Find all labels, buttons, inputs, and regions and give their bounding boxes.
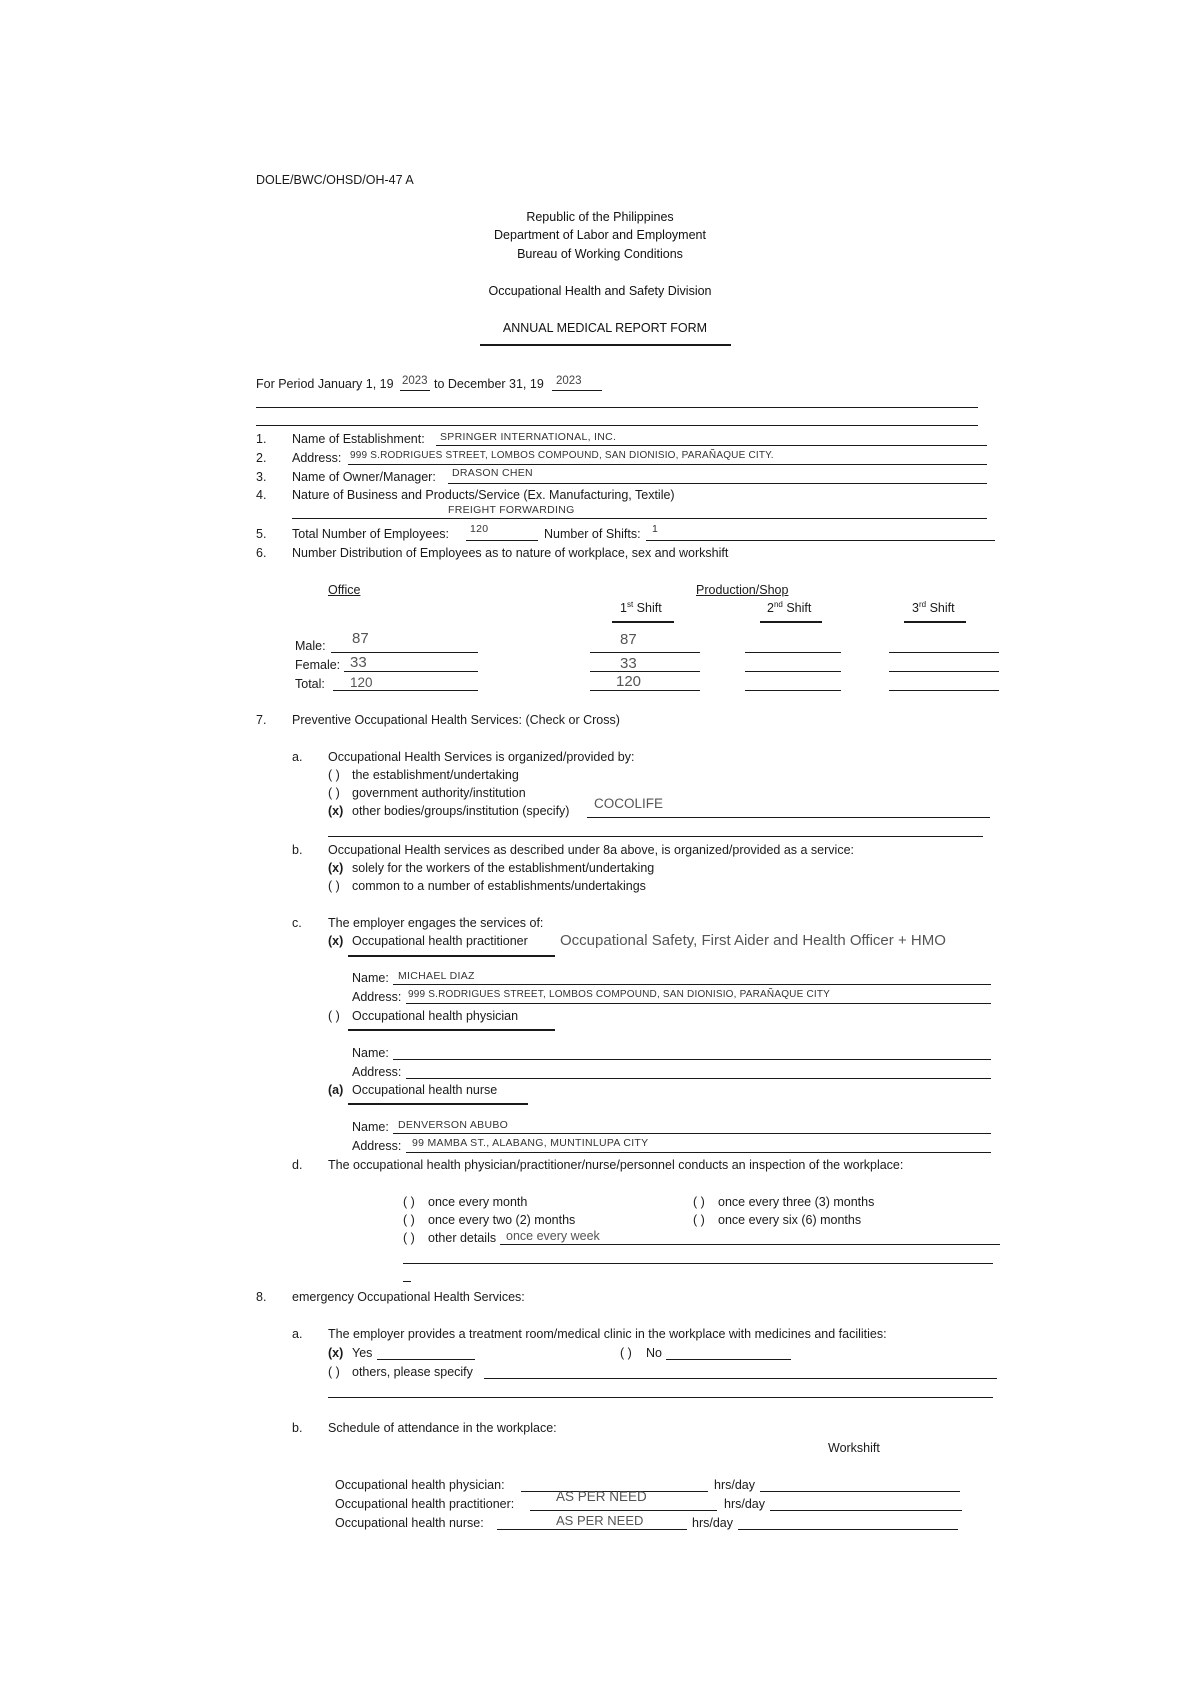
address-line <box>348 464 987 465</box>
shift1-total-line <box>590 690 700 691</box>
nurse-address-value[interactable]: 99 MAMBA ST., ALABANG, MUNTINLUPA CITY <box>412 1137 649 1149</box>
shifts-label: Number of Shifts: <box>544 527 641 541</box>
production-header: Production/Shop <box>696 583 789 597</box>
checkbox-7d-month[interactable]: ( ) <box>403 1195 415 1209</box>
shift1-total-value[interactable]: 120 <box>616 673 642 690</box>
checkbox-7d-two-months[interactable]: ( ) <box>403 1213 415 1227</box>
nurse-name-line <box>393 1133 991 1134</box>
employees-label: Total Number of Employees: <box>292 527 450 541</box>
nature-value[interactable]: FREIGHT FORWARDING <box>448 504 575 516</box>
nurse-address-label: Address: <box>352 1139 402 1153</box>
rule-1 <box>256 407 978 408</box>
other-details-value[interactable]: once every week <box>506 1229 600 1243</box>
period-end-line <box>552 390 602 391</box>
item-4-number: 4. <box>256 488 267 502</box>
shift3-male-line <box>889 652 999 653</box>
workshift-header: Workshift <box>828 1441 880 1455</box>
checkbox-8a-others[interactable]: ( ) <box>328 1365 340 1379</box>
office-total-line <box>333 690 478 691</box>
checkbox-7c-nurse[interactable]: (a) <box>328 1083 344 1097</box>
owner-line <box>448 483 987 484</box>
title-underline <box>480 344 731 346</box>
schedule-practitioner-label: Occupational health practitioner: <box>335 1497 515 1511</box>
office-total-value[interactable]: 120 <box>350 675 373 690</box>
period-label-mid: to December 31, 19 <box>434 377 544 391</box>
period-label-start: For Period January 1, 19 <box>256 377 394 391</box>
employees-line <box>466 540 538 541</box>
header-bureau: Bureau of Working Conditions <box>517 247 683 261</box>
practitioner-note[interactable]: Occupational Safety, First Aider and Health Officer + HMO <box>560 932 946 949</box>
schedule-nurse-line <box>497 1529 687 1530</box>
shift-1-underline <box>612 621 674 623</box>
female-label: Female: <box>295 658 341 672</box>
shift-3-underline <box>904 621 966 623</box>
period-start-year[interactable]: 2023 <box>402 375 428 387</box>
address-label: Address: <box>292 451 342 465</box>
checkbox-7d-other[interactable]: ( ) <box>403 1231 415 1245</box>
section-8a-letter: a. <box>292 1327 303 1341</box>
option-8a-yes: Yes <box>352 1346 373 1360</box>
owner-value[interactable]: DRASON CHEN <box>452 467 533 479</box>
item-1-number: 1. <box>256 432 267 446</box>
option-7b-solely: solely for the workers of the establishment/undertaking <box>352 861 655 875</box>
schedule-practitioner-hrs: hrs/day <box>724 1497 765 1511</box>
checkbox-7c-physician[interactable]: ( ) <box>328 1009 340 1023</box>
shift2-male-line <box>745 652 841 653</box>
header-republic: Republic of the Philippines <box>526 210 674 224</box>
others-specify-line <box>484 1378 997 1379</box>
section-7a-letter: a. <box>292 750 303 764</box>
section-7b-title: Occupational Health services as described under 8a above, is organized/provided as a service: <box>328 843 854 857</box>
checkbox-7d-six-months[interactable]: ( ) <box>693 1213 705 1227</box>
office-female-line <box>344 671 478 672</box>
checkbox-8a-no[interactable]: ( ) <box>620 1346 632 1360</box>
section-7d-letter: d. <box>292 1158 303 1172</box>
shifts-value[interactable]: 1 <box>652 523 659 535</box>
other-details-line <box>500 1244 1000 1245</box>
distribution-label: Number Distribution of Employees as to nature of workplace, sex and workshift <box>292 546 729 560</box>
nature-label: Nature of Business and Products/Service (Ex. Manufacturing, Textile) <box>292 488 675 502</box>
checkbox-7a-government[interactable]: ( ) <box>328 786 340 800</box>
practitioner-address-line <box>406 1003 991 1004</box>
physician-address-label: Address: <box>352 1065 402 1079</box>
physician-name-line <box>393 1059 991 1060</box>
checkbox-7c-practitioner[interactable]: (x) <box>328 934 344 948</box>
nurse-underline <box>348 1103 528 1105</box>
physician-name-label: Name: <box>352 1046 389 1060</box>
shift-1-header: 1st Shift <box>620 599 662 615</box>
section-7c-title: The employer engages the services of: <box>328 916 544 930</box>
schedule-nurse-value[interactable]: AS PER NEED <box>556 1513 644 1528</box>
nurse-address-line <box>406 1152 991 1153</box>
practitioner-address-value[interactable]: 999 S.RODRIGUES STREET, LOMBOS COMPOUND, SAN DIONISIO, PARAÑAQUE CITY <box>408 989 831 1000</box>
no-line <box>666 1359 791 1360</box>
option-7a-government: government authority/institution <box>352 786 526 800</box>
schedule-nurse-hrs: hrs/day <box>692 1516 733 1530</box>
shift1-male-value[interactable]: 87 <box>620 631 637 648</box>
section-8a-title: The employer provides a treatment room/medical clinic in the workplace with medicines and facilities: <box>328 1327 887 1341</box>
item-2-number: 2. <box>256 451 267 465</box>
schedule-nurse-label: Occupational health nurse: <box>335 1516 484 1530</box>
office-female-value[interactable]: 33 <box>350 654 367 671</box>
option-7a-establishment: the establishment/undertaking <box>352 768 519 782</box>
schedule-practitioner-value[interactable]: AS PER NEED <box>556 1489 647 1504</box>
period-start-line <box>400 390 430 391</box>
option-7c-nurse: Occupational health nurse <box>352 1083 498 1097</box>
schedule-physician-label: Occupational health physician: <box>335 1478 505 1492</box>
option-7b-common: common to a number of establishments/undertakings <box>352 879 646 893</box>
shift2-total-line <box>745 690 841 691</box>
period-end-year[interactable]: 2023 <box>556 375 582 387</box>
section-7c-letter: c. <box>292 916 302 930</box>
checkbox-7d-three-months[interactable]: ( ) <box>693 1195 705 1209</box>
shift-2-header: 2nd Shift <box>767 599 812 615</box>
office-male-value[interactable]: 87 <box>352 630 369 647</box>
rule-2 <box>256 425 978 426</box>
section-8b-letter: b. <box>292 1421 303 1435</box>
option-8a-no: No <box>646 1346 662 1360</box>
section-7-number: 7. <box>256 713 267 727</box>
shift1-female-value[interactable]: 33 <box>620 655 637 672</box>
shift1-female-line <box>590 671 700 672</box>
shifts-line <box>646 540 995 541</box>
form-title: ANNUAL MEDICAL REPORT FORM <box>502 321 708 335</box>
establishment-value[interactable]: SPRINGER INTERNATIONAL, INC. <box>440 431 617 443</box>
shift-2-underline <box>760 621 822 623</box>
nurse-name-value[interactable]: DENVERSON ABUBO <box>398 1119 509 1131</box>
option-7d-other: other details <box>428 1231 497 1245</box>
office-male-line <box>331 652 478 653</box>
section-8b-title: Schedule of attendance in the workplace: <box>328 1421 557 1435</box>
checkbox-7b-common[interactable]: ( ) <box>328 879 340 893</box>
practitioner-underline <box>348 955 555 957</box>
other-specify-value[interactable]: COCOLIFE <box>594 796 664 811</box>
item-3-number: 3. <box>256 470 267 484</box>
section-7d-title: The occupational health physician/practitioner/nurse/personnel conducts an inspection of the workplace: <box>328 1158 904 1172</box>
others-specify-line-2 <box>328 1397 993 1398</box>
total-label: Total: <box>295 677 325 691</box>
other-specify-line <box>587 817 990 818</box>
item-6-number: 6. <box>256 546 267 560</box>
physician-address-line <box>406 1078 991 1079</box>
checkbox-8a-yes[interactable]: (x) <box>328 1346 344 1360</box>
office-header: Office <box>328 583 361 597</box>
item-5-number: 5. <box>256 527 267 541</box>
schedule-practitioner-workshift-line <box>770 1510 962 1511</box>
option-7c-physician: Occupational health physician <box>352 1009 519 1023</box>
address-value[interactable]: 999 S.RODRIGUES STREET, LOMBOS COMPOUND, SAN DIONISIO, PARAÑAQUE CITY. <box>350 450 774 461</box>
male-label: Male: <box>295 639 326 653</box>
practitioner-name-value[interactable]: MICHAEL DIAZ <box>398 970 475 982</box>
checkbox-7b-solely[interactable]: (x) <box>328 861 344 875</box>
checkbox-7a-establishment[interactable]: ( ) <box>328 768 340 782</box>
option-7c-practitioner: Occupational health practitioner <box>352 934 528 948</box>
shift2-female-line <box>745 671 841 672</box>
option-8a-others: others, please specify <box>352 1365 473 1379</box>
other-specify-line-2 <box>328 836 983 837</box>
section-7a-title: Occupational Health Services is organized/provided by: <box>328 750 635 764</box>
establishment-label: Name of Establishment: <box>292 432 425 446</box>
practitioner-name-line <box>393 984 991 985</box>
option-7a-other: other bodies/groups/institution (specify) <box>352 804 570 818</box>
employees-value[interactable]: 120 <box>470 523 489 535</box>
section-8-title: emergency Occupational Health Services: <box>292 1290 525 1304</box>
schedule-practitioner-line <box>530 1510 717 1511</box>
header-division: Occupational Health and Safety Division <box>488 284 712 298</box>
yes-line <box>377 1359 475 1360</box>
physician-underline <box>348 1029 555 1031</box>
shift1-male-line <box>590 652 700 653</box>
section-7b-letter: b. <box>292 843 303 857</box>
schedule-physician-workshift-line <box>760 1491 960 1492</box>
shift-3-header: 3rd Shift <box>912 599 955 615</box>
option-7d-month: once every month <box>428 1195 528 1209</box>
establishment-line <box>436 445 987 446</box>
option-7d-six-months: once every six (6) months <box>718 1213 862 1227</box>
checkbox-7a-other[interactable]: (x) <box>328 804 344 818</box>
other-details-line-2 <box>403 1263 993 1264</box>
section-8-number: 8. <box>256 1290 267 1304</box>
option-7d-three-months: once every three (3) months <box>718 1195 875 1209</box>
owner-label: Name of Owner/Manager: <box>292 470 436 484</box>
practitioner-name-label: Name: <box>352 971 389 985</box>
shift3-female-line <box>889 671 999 672</box>
practitioner-address-label: Address: <box>352 990 402 1004</box>
schedule-physician-hrs: hrs/day <box>714 1478 755 1492</box>
form-code: DOLE/BWC/OHSD/OH-47 A <box>256 173 414 187</box>
nature-line <box>292 518 987 519</box>
other-details-stub <box>403 1281 411 1282</box>
section-7-title: Preventive Occupational Health Services: (Check or Cross) <box>292 713 620 727</box>
nurse-name-label: Name: <box>352 1120 389 1134</box>
schedule-nurse-workshift-line <box>738 1529 958 1530</box>
option-7d-two-months: once every two (2) months <box>428 1213 576 1227</box>
shift3-total-line <box>889 690 999 691</box>
header-department: Department of Labor and Employment <box>494 228 706 242</box>
